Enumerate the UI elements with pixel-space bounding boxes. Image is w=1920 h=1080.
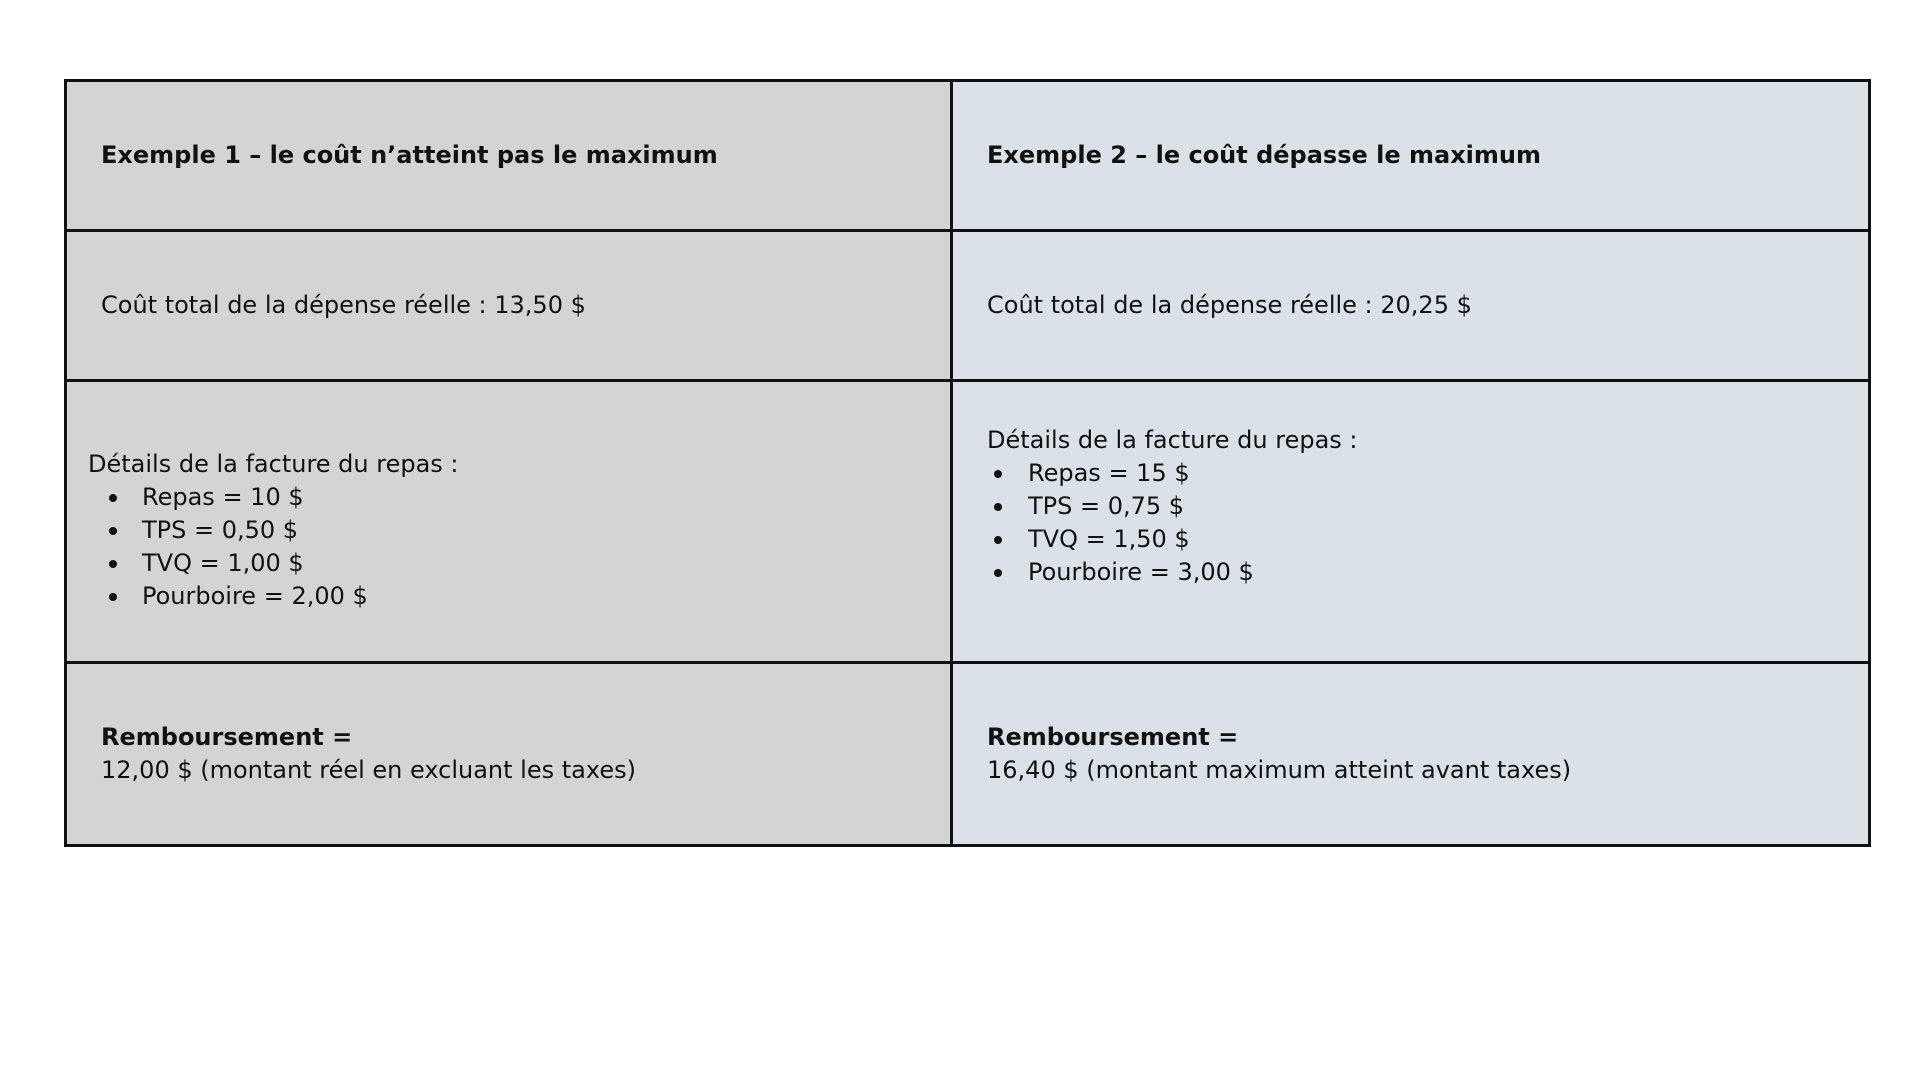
example-2-items-list — [987, 457, 1834, 589]
table-row-details — [66, 381, 1870, 663]
example-2-refund-value: 16,40 $ (montant maximum atteint avant taxes) — [987, 756, 1572, 784]
example-1-refund-value: 12,00 $ (montant réel en excluant les taxes) — [101, 756, 636, 784]
list-item: Repas = 15 $ — [987, 457, 1834, 490]
list-item: Repas = 10 $ — [88, 481, 916, 514]
example-1-refund-cell — [66, 663, 952, 846]
example-1-details-cell — [66, 381, 952, 663]
list-item: Pourboire = 3,00 $ — [987, 556, 1834, 589]
table-row-total-cost — [66, 231, 1870, 381]
example-2-refund-label: Remboursement = — [987, 723, 1239, 751]
example-2-total-cost: Coût total de la dépense réelle : 20,25 $ — [952, 231, 1870, 381]
list-item: Pourboire = 2,00 $ — [88, 580, 916, 613]
example-1-total-cost: Coût total de la dépense réelle : 13,50 $ — [66, 231, 952, 381]
table-row-titles — [66, 81, 1870, 231]
table-row-refund — [66, 663, 1870, 846]
example-2-title: Exemple 2 – le coût dépasse le maximum — [952, 81, 1870, 231]
list-item: TPS = 0,50 $ — [88, 514, 916, 547]
list-item: TPS = 0,75 $ — [987, 490, 1834, 523]
example-1-items-list — [88, 481, 916, 613]
list-item: TVQ = 1,50 $ — [987, 523, 1834, 556]
example-1-title: Exemple 1 – le coût n’atteint pas le maximum — [66, 81, 952, 231]
example-1-details-label: Détails de la facture du repas : — [88, 450, 459, 478]
list-item: TVQ = 1,00 $ — [88, 547, 916, 580]
comparison-table — [64, 79, 1871, 847]
example-2-details-label: Détails de la facture du repas : — [987, 426, 1358, 454]
example-1-refund-label: Remboursement = — [101, 723, 353, 751]
example-2-details-cell — [952, 381, 1870, 663]
example-2-refund-cell — [952, 663, 1870, 846]
